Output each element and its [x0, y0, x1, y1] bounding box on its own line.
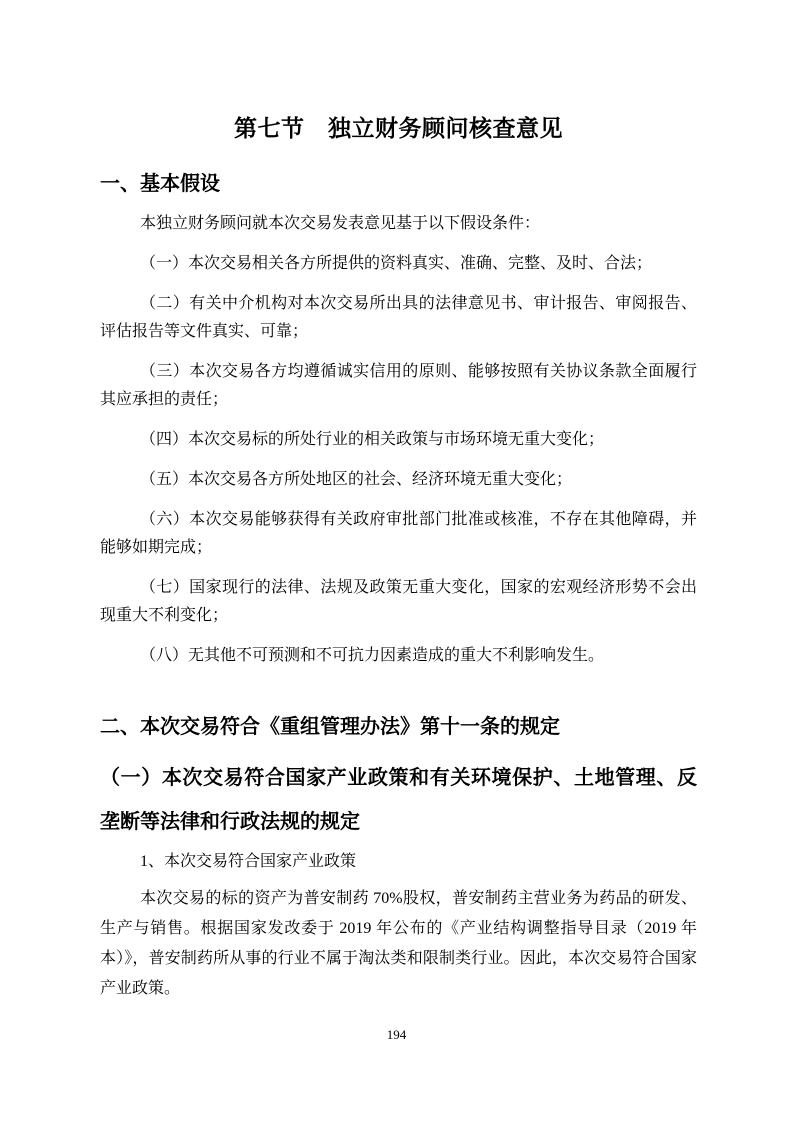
assumption-item-7: （七）国家现行的法律、法规及政策无重大变化，国家的宏观经济形势不会出现重大不利变化；: [100, 579, 697, 624]
subsection-2-1-heading: （一）本次交易符合国家产业政策和有关环境保护、土地管理、反垄断等法律和行政法规的规定: [100, 767, 697, 833]
assumption-item-3: （三）本次交易各方均遵循诚实信用的原则、能够按照有关协议条款全面履行其应承担的责任；: [100, 363, 697, 408]
assumption-item-8: （八）无其他不可预测和不可抗力因素造成的重大不利影响发生。: [140, 647, 605, 664]
assumption-item-4: （四）本次交易标的所处行业的相关政策与市场环境无重大变化；: [140, 431, 605, 448]
section-1-heading: 一、基本假设: [100, 173, 220, 195]
assumption-item-6: （六）本次交易能够获得有关政府审批部门批准或核准，不存在其他障碍，并能够如期完成；: [100, 511, 697, 556]
assumption-item-5: （五）本次交易各方所处地区的社会、经济环境无重大变化；: [140, 471, 573, 488]
assumption-item-2: （二）有关中介机构对本次交易所出具的法律意见书、审计报告、审阅报告、评估报告等文件真实、可靠；: [100, 295, 697, 340]
assumption-item-1: （一）本次交易相关各方所提供的资料真实、准确、完整、及时、合法；: [140, 255, 653, 272]
subsection-item-1-heading: 1、本次交易符合国家产业政策: [140, 853, 357, 870]
subsection-item-1-body: 本次交易的标的资产为普安制药 70%股权，普安制药主营业务为药品的研发、生产与销售。根据国家发改委于 2019 年公布的《产业结构调整指导目录（2019 年本）》，普安制药所从事的行业不属于淘汰类和限制类行业。因此，本次交易符合国家产业政策。: [100, 890, 697, 997]
page-number: 194: [386, 1027, 407, 1042]
page-title: 第七节 独立财务顾问核查意见: [234, 115, 563, 141]
section-1-intro-paragraph: 本独立财务顾问就本次交易发表意见基于以下假设条件：: [140, 215, 541, 232]
section-2-heading: 二、本次交易符合《重组管理办法》第十一条的规定: [100, 716, 560, 738]
